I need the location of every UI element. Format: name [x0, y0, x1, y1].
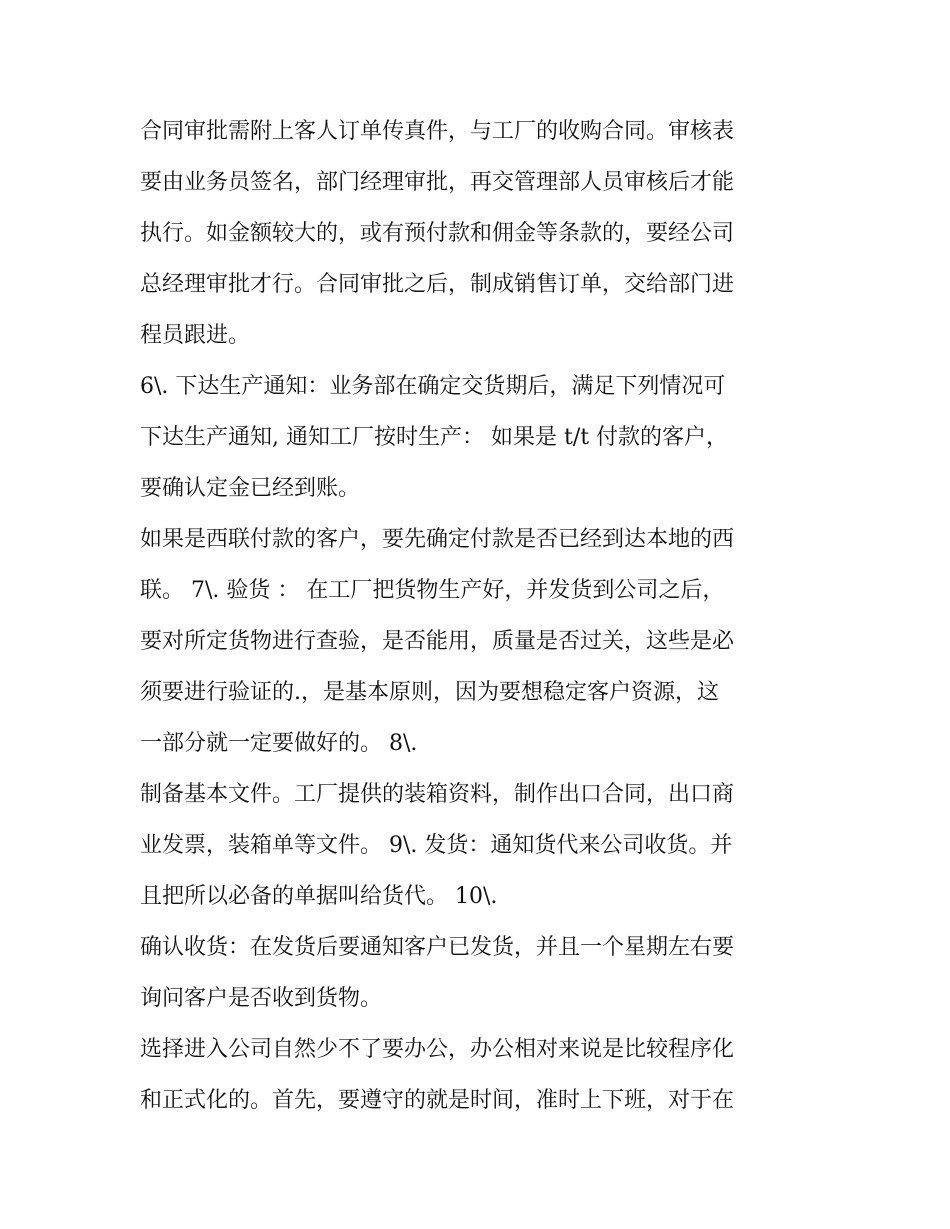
text-line: 要对所定货物进行查验，是否能用，质量是否过关，这些是必: [140, 629, 735, 654]
text-line: 合同审批需附上客人订单传真件，与工厂的收购合同。审核表: [140, 119, 735, 144]
text-line: 且把所以必备的单据叫给货代。 10\.: [140, 884, 498, 909]
text-line: 总经理审批才行。合同审批之后，制成销售订单，交给部门进: [140, 272, 735, 297]
text-line: 一部分就一定要做好的。 8\.: [140, 731, 418, 756]
text-line: 下达生产通知, 通知工厂按时生产： 如果是 t/t 付款的客户，: [140, 425, 729, 450]
text-line: 业发票，装箱单等文件。 9\. 发货：通知货代来公司收货。并: [140, 833, 733, 858]
text-line: 要确认定金已经到账。: [140, 476, 361, 501]
text-line: 程员跟进。: [140, 323, 251, 348]
text-line: 选择进入公司自然少不了要办公，办公相对来说是比较程序化: [140, 1037, 735, 1062]
text-line: 如果是西联付款的客户，要先确定付款是否已经到达本地的西: [140, 527, 735, 552]
text-line: 制备基本文件。工厂提供的装箱资料，制作出口合同，出口商: [140, 782, 735, 807]
text-line: 须要进行验证的.，是基本原则，因为要想稳定客户资源，这: [140, 680, 719, 705]
text-line: 确认收货：在发货后要通知客户已发货，并且一个星期左右要: [140, 935, 735, 960]
text-line: 和正式化的。首先，要遵守的就是时间，准时上下班，对于在: [140, 1088, 735, 1113]
text-line: 执行。如金额较大的，或有预付款和佣金等条款的，要经公司: [140, 221, 735, 246]
text-line: 要由业务员签名，部门经理审批，再交管理部人员审核后才能: [140, 170, 735, 195]
text-line: 联。 7\. 验货 ： 在工厂把货物生产好，并发货到公司之后，: [140, 578, 725, 603]
body-text: [140, 106, 830, 1126]
text-line: 6\. 下达生产通知：业务部在确定交货期后，满足下列情况可: [140, 374, 726, 399]
text-line: 询问客户是否收到货物。: [140, 986, 383, 1011]
